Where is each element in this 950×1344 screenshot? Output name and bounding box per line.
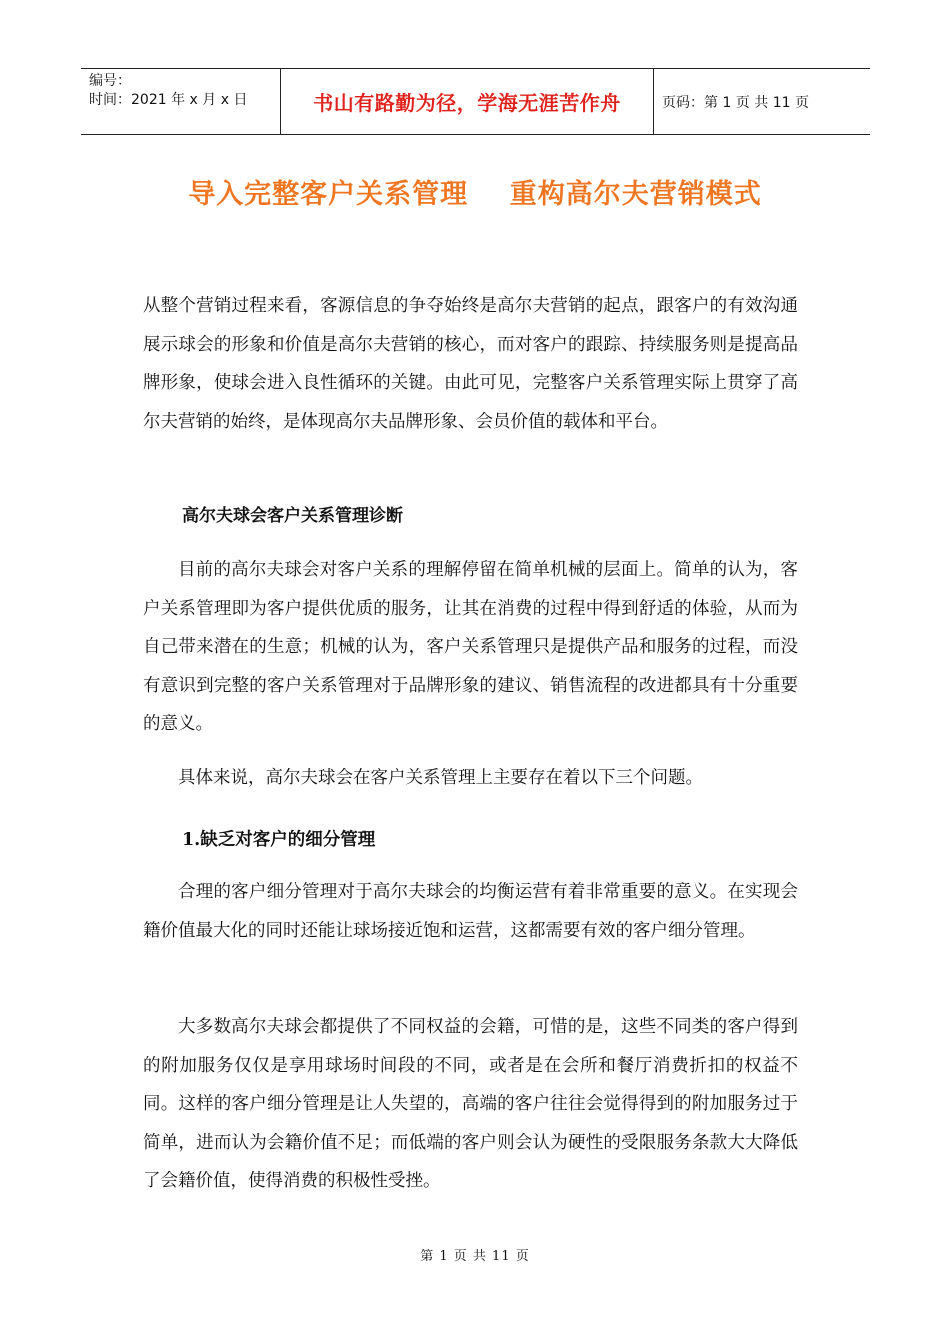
document-title: 导入完整客户关系管理 重构高尔夫营销模式: [188, 179, 762, 210]
header-motto: 书山有路勤为径，学海无涯苦作舟: [281, 69, 654, 134]
section-heading: 高尔夫球会客户关系管理诊断: [182, 506, 403, 526]
document-date: 时间：2021 年 x 月 x 日: [89, 92, 248, 108]
body-paragraph-4: 大多数高尔夫球会都提供了不同权益的会籍，可惜的是，这些不同类的客户得到的附加服务仅仅是享用球场时间段的不同，或者是在会所和餐厅消费折扣的权益不同。这样的客户细分管理是让人失望的，高端的客户往往会觉得得到的附加服务过于简单，进而认为会籍价值不足；而低端的客户则会认为硬性的受限服务条款大大降低了会籍价值，使得消费的积极性受挫。: [143, 1017, 798, 1191]
document-number-label: 编号：: [89, 73, 131, 89]
body-paragraph-2: 具体来说，高尔夫球会在客户关系管理上主要存在着以下三个问题。: [178, 768, 703, 788]
intro-paragraph: 从整个营销过程来看，客源信息的争夺始终是高尔夫营销的起点，跟客户的有效沟通展示球会的形象和价值是高尔夫营销的核心，而对客户的跟踪、持续服务则是提高品牌形象，使球会进入良性循环的关键。由此可见，完整客户关系管理实际上贯穿了高尔夫营销的始终，是体现高尔夫品牌形象、会员价值的载体和平台。: [143, 296, 798, 432]
body-paragraph-3: 合理的客户细分管理对于高尔夫球会的均衡运营有着非常重要的意义。在实现会籍价值最大化的同时还能让球场接近饱和运营，这都需要有效的客户细分管理。: [143, 882, 798, 941]
point-heading-1: 1.缺乏对客户的细分管理: [182, 830, 376, 850]
header-page-info: 页码：第 1 页 共 11 页: [662, 94, 809, 111]
body-paragraph-1: 目前的高尔夫球会对客户关系的理解停留在简单机械的层面上。简单的认为，客户关系管理即为客户提供优质的服务，让其在消费的过程中得到舒适的体验，从而为自己带来潜在的生意；机械的认为，客户关系管理只是提供产品和服务的过程，而没有意识到完整的客户关系管理对于品牌形象的建议、销售流程的改进都具有十分重要的意义。: [143, 560, 798, 734]
page-footer: 第 1 页 共 11 页: [420, 1249, 530, 1264]
document-header: [81, 68, 870, 135]
header-meta-cell: [81, 69, 281, 134]
